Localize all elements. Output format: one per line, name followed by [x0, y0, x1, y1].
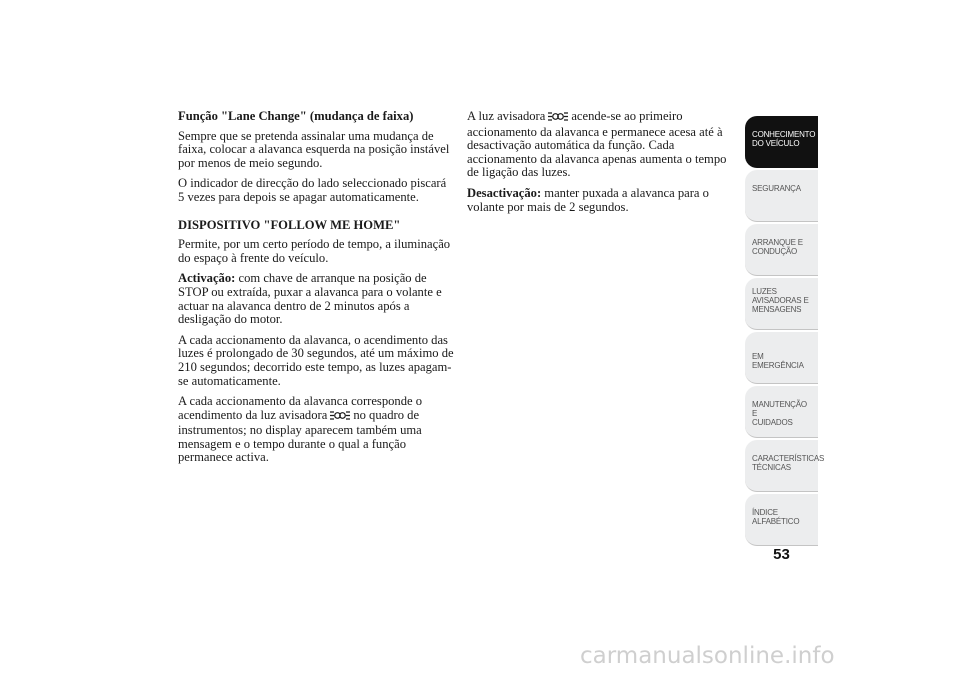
left-column — [178, 110, 454, 472]
right-column — [467, 110, 733, 221]
page-number: 53 — [773, 546, 790, 563]
tab-conhecimento-do-veiculo[interactable] — [745, 116, 818, 168]
tab-manutencao-e-cuidados[interactable] — [745, 386, 818, 438]
tab-label: ÍNDICE — [752, 508, 778, 517]
paragraph-lane-change-2: O indicador de direcção do lado seleccionado piscará 5 vezes para depois se apagar automaticamente. — [178, 176, 447, 204]
deactivation-label: Desactivação: — [467, 185, 542, 200]
paragraph-activation — [178, 272, 454, 326]
heading-follow-me-home: DISPOSITIVO "FOLLOW ME HOME" — [178, 217, 401, 232]
tab-label: CARACTERÍSTICAS — [752, 454, 825, 463]
activation-text: com chave de arranque na posição de STOP ou extraída, puxar a alavanca para o volante e actuar na alavanca dentro de 2 minutos após a desligação do motor. — [178, 271, 442, 327]
follow-me-home-icon — [329, 410, 351, 425]
follow-me-home-icon — [547, 111, 569, 126]
watermark: carmanualsonline.info — [580, 643, 835, 669]
tab-label: EM EMERGÊNCIA — [752, 352, 804, 370]
activation-label: Activação: — [178, 271, 236, 286]
warning-light-on-text-after: acende-se ao primeiro accionamento da alavanca e permanece acesa até à desactivação automática da função. Cada accionamento da alavanca apenas aumenta o tempo de ligação das luzes. — [467, 109, 727, 180]
warning-light-on-text-before: A luz avisadora — [467, 109, 546, 123]
paragraph-follow-me-intro: Permite, por um certo período de tempo, a iluminação do espaço à frente do veículo. — [178, 237, 451, 265]
tab-label: TÉCNICAS — [752, 463, 791, 472]
tab-label: CONDUÇÃO — [752, 247, 798, 256]
warning-light-text-after: no quadro de instrumentos; no display aparecem também uma mensagem e o tempo durante o qual a função permanece activa. — [178, 407, 422, 465]
tab-label: CONHECIMENTO — [752, 130, 816, 139]
tab-label: DO VEÍCULO — [752, 139, 800, 148]
paragraph-deactivation — [467, 187, 733, 214]
tab-label: ARRANQUE E — [752, 238, 803, 247]
tab-label: MENSAGENS — [752, 305, 802, 314]
paragraph-warning-light-on — [467, 110, 733, 180]
tab-indice-alfabetico[interactable] — [745, 494, 818, 546]
tab-label: LUZES — [752, 287, 777, 296]
tab-em-emergencia[interactable] — [745, 332, 818, 384]
paragraph-lane-change-1: Sempre que se pretenda assinalar uma mudança de faixa, colocar a alavanca esquerda na posição instável por menos de meio segundo. — [178, 128, 450, 170]
chapter-tabs — [745, 116, 825, 548]
tab-label: MANUTENÇÃO E — [752, 400, 807, 418]
tab-luzes-avisadoras-e-mensagens[interactable] — [745, 278, 818, 330]
tab-seguranca[interactable] — [745, 170, 818, 222]
tab-label: SEGURANÇA — [752, 184, 801, 193]
paragraph-warning-light — [178, 395, 454, 465]
warning-light-text-before: A cada accionamento da alavanca corresponde o acendimento da luz avisadora — [178, 394, 423, 422]
deactivation-text: manter puxada a alavanca para o volante por mais de 2 segundos. — [467, 185, 709, 214]
tab-label: CUIDADOS — [752, 418, 793, 427]
tab-label: ALFABÉTICO — [752, 517, 800, 526]
tab-arranque-e-conducao[interactable] — [745, 224, 818, 276]
tab-caracteristicas-tecnicas[interactable] — [745, 440, 825, 492]
paragraph-prolong: A cada accionamento da alavanca, o acendimento das luzes é prolongado de 30 segundos, até um máximo de 210 segundos; decorrido este tempo, as luzes apagam-se automaticamente. — [178, 332, 454, 388]
heading-lane-change: Função "Lane Change" (mudança de faixa) — [178, 109, 414, 123]
tab-label: AVISADORAS E — [752, 296, 809, 305]
